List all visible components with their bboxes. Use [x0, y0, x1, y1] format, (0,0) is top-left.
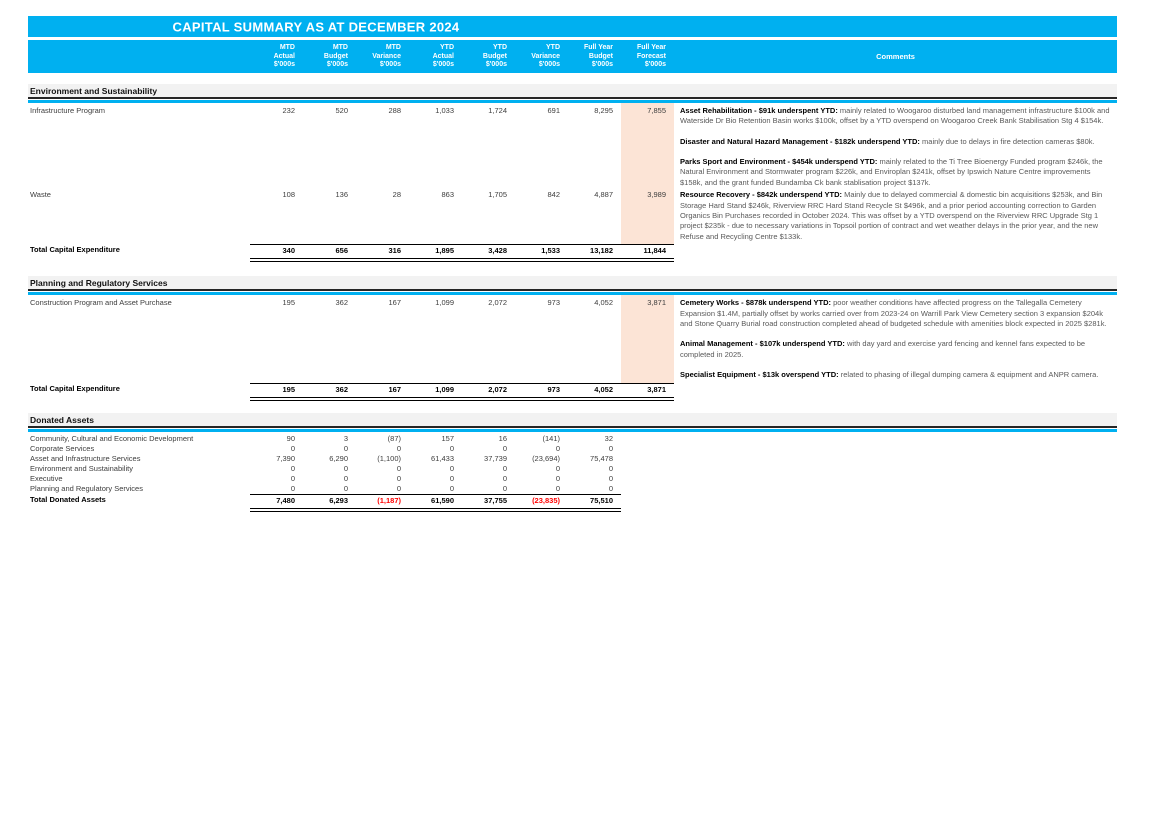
- row-label: Environment and Sustainability: [30, 463, 133, 473]
- table-row-planning-regulatory-services: Planning and Regulatory Services 0 0 0 0 0 0 0: [30, 483, 613, 493]
- section-title: Environment and Sustainability: [28, 84, 1117, 99]
- row-label: Construction Program and Asset Purchase: [30, 298, 172, 308]
- row-label: Asset and Infrastructure Services: [30, 453, 141, 463]
- table-row-corporate-services: Corporate Services 0 0 0 0 0 0 0: [30, 443, 613, 453]
- cell-mtd-actual: 232: [282, 105, 295, 115]
- total-values: 7,480 6,293 (1,187) 61,590 37,755 (23,835) 75,510: [250, 494, 621, 512]
- column-header-row: [28, 40, 1117, 73]
- table-row-waste: [28, 190, 1117, 244]
- total-values: 195 362 167 1,099 2,072 973 4,052 3,871: [250, 383, 674, 401]
- row-label: Infrastructure Program: [30, 105, 106, 115]
- capital-summary-report: [28, 16, 1117, 512]
- total-capital-expenditure-row: [28, 383, 1117, 401]
- cell-ytd-budget: 1,724: [488, 105, 507, 115]
- report-title-bar: [28, 16, 1117, 37]
- table-row-infrastructure-program: [28, 106, 1117, 190]
- column-header-ytd-budget: YTD Budget $'000s: [482, 44, 507, 69]
- column-header-ytd-actual: YTD Actual $'000s: [432, 44, 454, 69]
- total-donated-assets-row: [28, 494, 1117, 512]
- column-header-full-year-budget: Full Year Budget $'000s: [583, 44, 613, 69]
- cell-full-year-forecast: 3,871: [647, 298, 666, 308]
- section-title: Donated Assets: [28, 413, 1117, 428]
- table-row-construction-program: [28, 298, 1117, 382]
- negative-total-value: (23,835): [532, 495, 560, 505]
- column-header-mtd-variance: MTD Variance $'000s: [372, 44, 401, 69]
- section-planning-and-regulatory-services: [28, 276, 1117, 400]
- cell-ytd-variance: 973: [547, 298, 560, 308]
- cell-mtd-budget: 136: [335, 190, 348, 200]
- cell-full-year-budget: 8,295: [594, 105, 613, 115]
- cell-ytd-variance: 842: [547, 190, 560, 200]
- row-label: Waste: [30, 190, 51, 200]
- column-header-mtd-actual: MTD Actual $'000s: [273, 44, 295, 69]
- row-comments: Asset Rehabilitation - $91k underspent YTD: mainly related to Woogaroo disturbed land management infrastructure $100k and Waterside Dr Bio Retention Basin works $100k, offset by a YTD overspend on Woogaroo Creek Bank Stabilisation Stg 4 $154k. Disaster and Natural Hazard Management - $182k underspend YTD: mainly due to delays in fire detection cameras $80k. Parks Sport and Environment - $454k underspend YTD: mainly related to the Ti Tree Bioenergy Funded program $246k, the Natural Environment and Stormwater program $226k, and Enviroplan $241k, offset by Ipswich Nature Centre improvements $158k, and the grant funded Bundamba Ck bank stablisation project $137k.: [680, 105, 1110, 187]
- total-values: 340 656 316 1,895 3,428 1,533 13,182 11,844: [250, 244, 674, 262]
- cell-mtd-variance: 28: [392, 190, 401, 200]
- cell-full-year-forecast: 7,855: [647, 105, 666, 115]
- cell-ytd-actual: 1,099: [435, 298, 454, 308]
- table-row-community-cultural-economic: Community, Cultural and Economic Development 90 3 (87) 157 16 (141) 32: [30, 433, 613, 443]
- column-header-comments: Comments: [876, 51, 915, 61]
- section-donated-assets: [28, 413, 1117, 512]
- row-label: Corporate Services: [30, 443, 95, 453]
- total-label: Total Donated Assets: [30, 494, 106, 504]
- cell-mtd-actual: 108: [282, 190, 295, 200]
- row-label: Community, Cultural and Economic Development: [30, 433, 194, 443]
- cell-mtd-variance: 167: [388, 298, 401, 308]
- column-header-full-year-forecast: Full Year Forecast $'000s: [636, 44, 666, 69]
- table-row-environment-sustainability: Environment and Sustainability 0 0 0 0 0 0 0: [30, 463, 613, 473]
- cell-ytd-budget: 1,705: [488, 190, 507, 200]
- row-comments: Cemetery Works - $878k underspend YTD: poor weather conditions have affected progress on the Tallegalla Cemetery Expansion $1.4M, partially offset by works carried over from 2023-24 on Warrill Park View Cemetery section 3 expansion $204k and Stone Quarry Burial road construction completed ahead of budgeted schedule with amenities block expected in 2025 $281k. Animal Management - $107k underspend YTD: with day yard and exercise yard fencing and kennel fans expected to be completed in 2025. Specialist Equipment - $13k overspend YTD: related to phasing of illegal dumping camera & equipment and ANPR camera.: [680, 298, 1107, 380]
- total-capital-expenditure-row: [28, 244, 1117, 262]
- total-label: Total Capital Expenditure: [30, 383, 120, 393]
- row-label-column-spacer: [28, 44, 250, 70]
- table-row-executive: Executive 0 0 0 0 0 0 0: [30, 473, 613, 483]
- cell-ytd-actual: 1,033: [435, 105, 454, 115]
- row-label: Executive: [30, 473, 63, 483]
- cell-ytd-actual: 863: [441, 190, 454, 200]
- row-comments: Resource Recovery - $842k underspend YTD: Mainly due to delayed commercial & domestic bin acquisitions $253k, and Bin Storage Hard Stand $246k, Riverview RRC Hard Stand Recycle St $496k, and a prior period accounting correction to Garden Organics Bin Purchases recorded in October 2024. This was offset by a YTD overspend on the Riverview RRC Upgrade Stg 1 project $235k - due to necessary variations in Topsoil portion of contract and wet weather delays in the prior year, and the new Refuse and Recycling Centre $133k.: [680, 190, 1103, 241]
- total-label: Total Capital Expenditure: [30, 245, 120, 255]
- cell-full-year-forecast: 3,989: [647, 190, 666, 200]
- negative-total-value: (1,187): [377, 495, 401, 505]
- column-header-mtd-budget: MTD Budget $'000s: [323, 44, 348, 69]
- column-header-ytd-variance: YTD Variance $'000s: [531, 44, 560, 69]
- row-label: Planning and Regulatory Services: [30, 483, 143, 493]
- cell-mtd-actual: 195: [282, 298, 295, 308]
- section-environment-and-sustainability: [28, 84, 1117, 262]
- section-title: Planning and Regulatory Services: [28, 276, 1117, 291]
- cell-full-year-budget: 4,887: [594, 190, 613, 200]
- table-row-asset-infrastructure-services: Asset and Infrastructure Services 7,390 6,290 (1,100) 61,433 37,739 (23,694) 75,478: [30, 453, 613, 463]
- cell-ytd-variance: 691: [547, 105, 560, 115]
- cell-mtd-variance: 288: [388, 105, 401, 115]
- cell-mtd-budget: 362: [335, 298, 348, 308]
- cell-full-year-budget: 4,052: [594, 298, 613, 308]
- cell-ytd-budget: 2,072: [488, 298, 507, 308]
- report-title: CAPITAL SUMMARY AS AT DECEMBER 2024: [172, 19, 460, 34]
- cell-mtd-budget: 520: [335, 105, 348, 115]
